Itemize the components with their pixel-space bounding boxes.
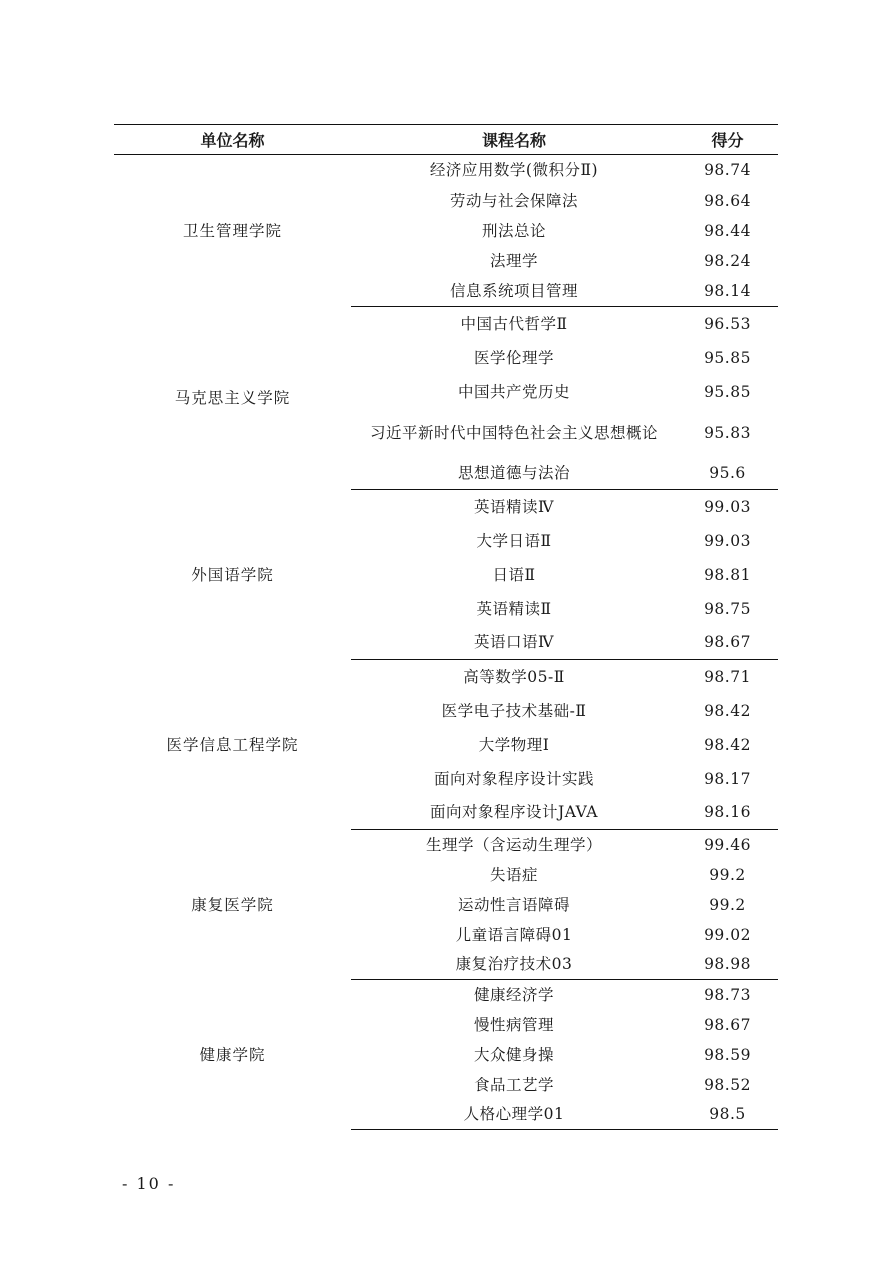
course-name-cell: 医学伦理学 [473,348,554,367]
table-row [114,830,778,860]
score-cell: 98.81 [704,565,751,584]
table-row [114,660,778,694]
course-name-cell: 高等数学05-Ⅱ [463,667,565,686]
unit-name-cell: 健康学院 [199,1045,266,1064]
course-name-cell: 日语Ⅱ [492,565,536,584]
unit-name-cell: 卫生管理学院 [182,221,282,240]
course-name-cell: 英语口语Ⅳ [351,626,677,660]
course-name-cell: 信息系统项目管理 [351,277,677,307]
course-name-cell: 大学物理Ⅰ [478,735,550,754]
course-name-cell: 刑法总论 [481,221,546,240]
score-cell: 98.44 [704,221,751,240]
score-cell: 98.74 [704,161,751,180]
score-cell: 96.53 [704,314,751,333]
score-cell: 98.16 [677,796,778,830]
score-cell: 95.6 [677,457,778,490]
score-cell: 98.71 [704,667,751,686]
score-cell: 98.64 [704,191,751,210]
course-name-cell: 运动性言语障碍 [457,895,570,914]
table-row [114,490,778,524]
score-cell: 98.14 [677,277,778,307]
score-cell: 98.75 [704,599,751,618]
score-cell: 98.5 [677,1100,778,1130]
score-cell: 98.67 [677,626,778,660]
course-name-cell: 劳动与社会保障法 [449,191,578,210]
score-cell: 99.02 [704,925,751,944]
course-score-table [114,124,778,1130]
score-cell: 98.52 [704,1075,751,1094]
score-cell: 95.85 [704,382,751,401]
unit-name-cell: 外国语学院 [191,565,274,584]
course-name-cell: 中国共产党历史 [457,382,570,401]
course-name-cell: 失语症 [489,865,538,884]
score-cell: 99.03 [704,497,751,516]
course-name-cell: 康复治疗技术03 [351,950,677,980]
score-cell: 95.83 [704,423,751,442]
course-name-cell: 儿童语言障碍01 [455,925,573,944]
course-name-cell: 面向对象程序设计JAVA [351,796,677,830]
score-cell: 99.03 [704,531,751,550]
table-row [114,307,778,341]
course-name-cell: 健康经济学 [473,985,554,1004]
header-score: 得分 [677,125,778,155]
course-name-cell: 法理学 [489,252,538,270]
course-name-cell: 面向对象程序设计实践 [433,769,594,788]
course-name-cell: 食品工艺学 [473,1075,554,1094]
table-header-row [114,125,778,155]
score-cell: 98.98 [677,950,778,980]
score-cell: 98.24 [704,252,751,270]
unit-name-cell: 康复医学院 [191,895,274,914]
course-name-cell: 英语精读Ⅱ [476,599,552,618]
header-unit-name: 单位名称 [114,125,351,155]
course-name-cell: 医学电子技术基础-Ⅱ [441,701,587,720]
page-number: - 10 - [122,1174,176,1193]
unit-name-cell: 医学信息工程学院 [166,735,299,754]
course-name-cell: 思想道德与法治 [351,457,677,490]
unit-name-cell: 马克思主义学院 [174,389,291,407]
score-cell: 99.2 [709,865,746,884]
course-name-cell: 习近平新时代中国特色社会主义思想概论 [369,423,658,442]
course-name-cell: 大学日语Ⅱ [476,531,552,550]
table-row [114,155,778,186]
score-cell: 98.67 [704,1015,751,1034]
score-cell: 98.17 [704,769,751,788]
course-name-cell: 生理学（含运动生理学） [425,835,602,854]
score-cell: 99.2 [709,895,746,914]
course-name-cell: 人格心理学01 [351,1100,677,1130]
course-name-cell: 中国古代哲学Ⅱ [460,314,568,333]
table-body [114,155,778,1130]
course-name-cell: 经济应用数学(微积分Ⅱ) [429,161,599,180]
course-name-cell: 大众健身操 [473,1045,554,1064]
header-course-name: 课程名称 [351,125,677,155]
table-row [114,980,778,1010]
course-name-cell: 慢性病管理 [473,1015,554,1034]
score-cell: 99.46 [704,835,751,854]
score-cell: 98.73 [704,985,751,1004]
score-cell: 95.85 [704,348,751,367]
score-cell: 98.59 [704,1045,751,1064]
score-cell: 98.42 [704,735,751,754]
course-name-cell: 英语精读Ⅳ [474,497,554,516]
score-cell: 98.42 [704,701,751,720]
